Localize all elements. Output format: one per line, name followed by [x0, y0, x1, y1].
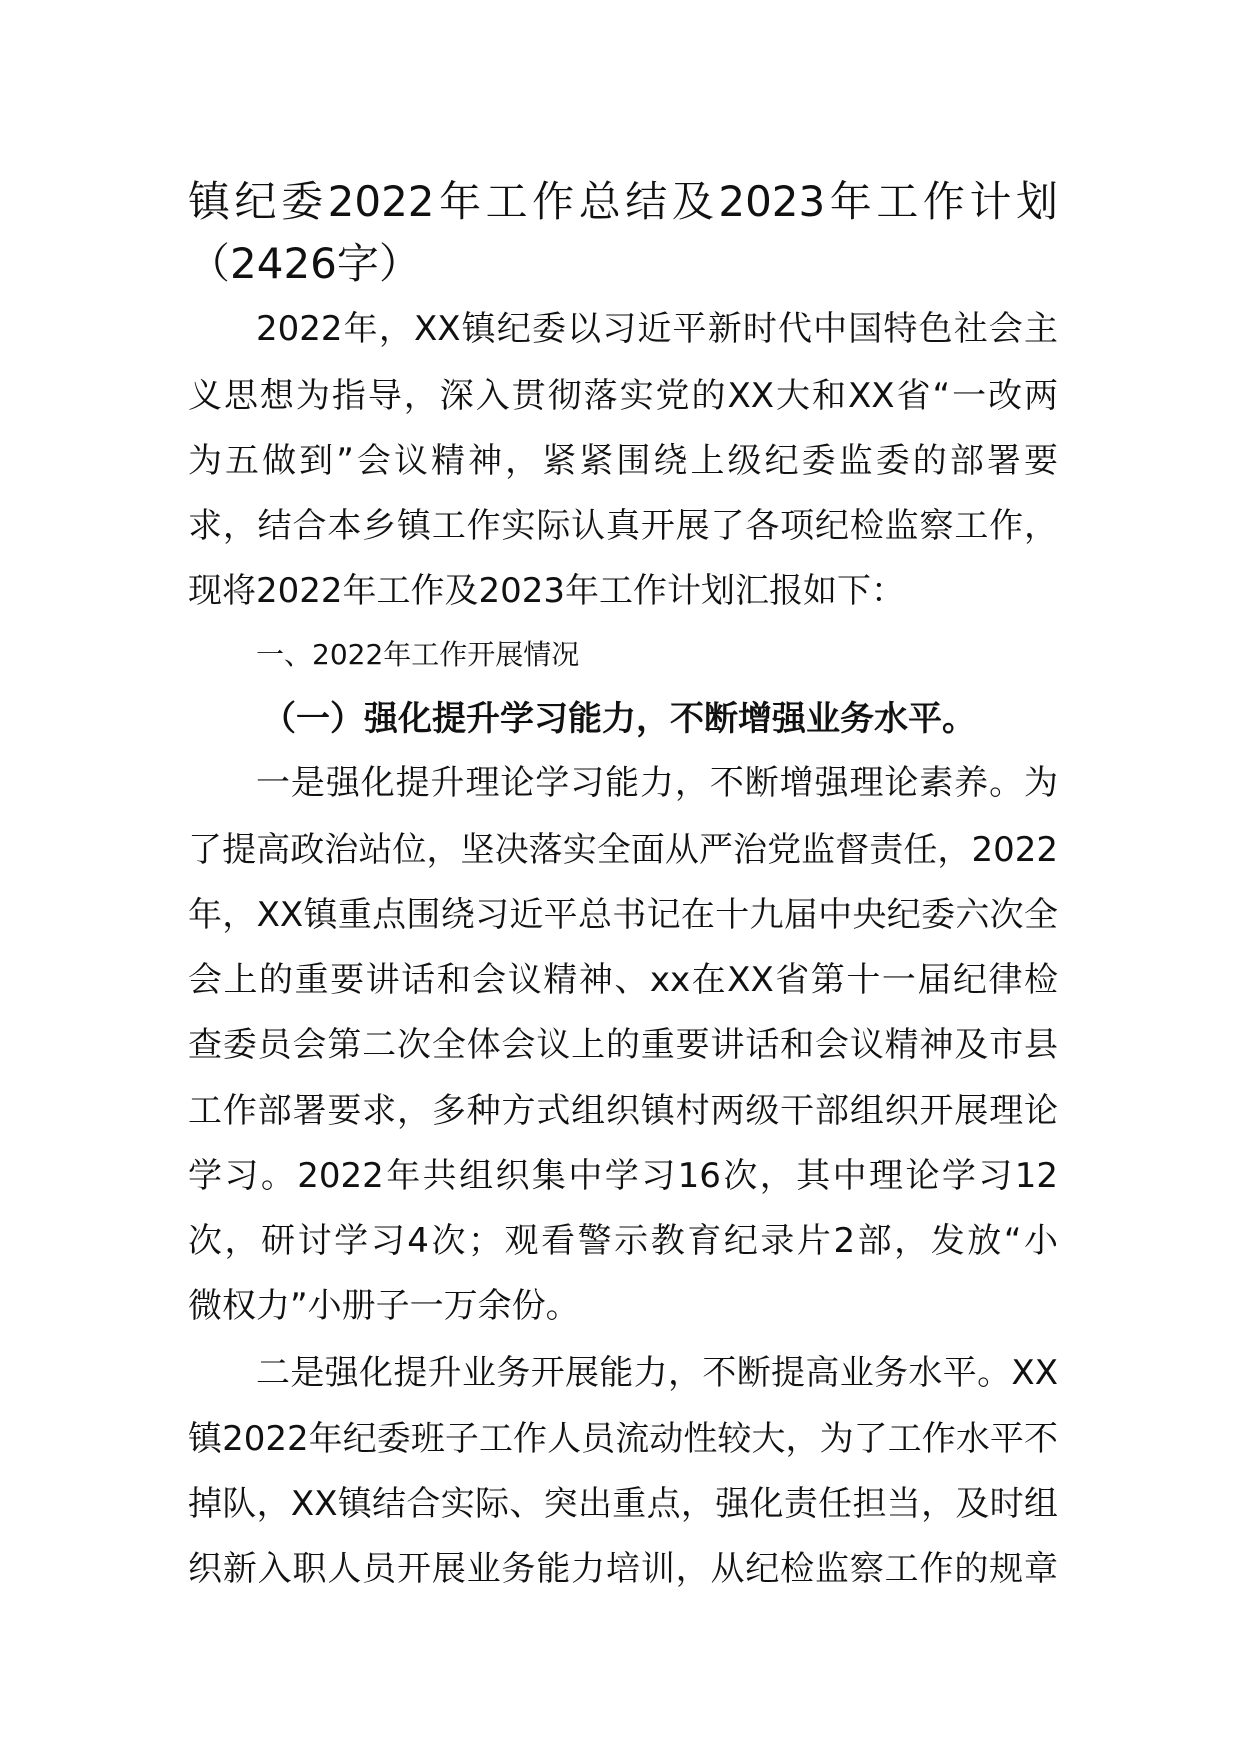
intro-line: 现将2022年工作及2023年工作计划汇报如下： — [188, 571, 906, 611]
paragraph-line: 次，研讨学习4次；观看警示教育纪录片2部，发放“小 — [188, 1221, 1058, 1261]
paragraph-line: 织新入职人员开展业务能力培训，从纪检监察工作的规章 — [188, 1549, 1058, 1589]
paragraph-line: 了提高政治站位，坚决落实全面从严治党监督责任，2022 — [188, 830, 1058, 870]
intro-line: 义思想为指导，深入贯彻落实党的XX大和XX省“一改两 — [188, 376, 1058, 416]
intro-line: 求，结合本乡镇工作实际认真开展了各项纪检监察工作， — [188, 506, 1058, 546]
paragraph-line: 一是强化提升理论学习能力，不断增强理论素养。为 — [256, 763, 1058, 803]
paragraph-line: 学习。2022年共组织集中学习16次，其中理论学习12 — [188, 1156, 1058, 1196]
paragraph-line: 镇2022年纪委班子工作人员流动性较大，为了工作水平不 — [188, 1419, 1058, 1459]
paragraph-line: 掉队，XX镇结合实际、突出重点，强化责任担当，及时组 — [188, 1484, 1058, 1524]
document-title-line-2: （2426字） — [188, 239, 421, 288]
paragraph-line: 工作部署要求，多种方式组织镇村两级干部组织开展理论 — [188, 1091, 1058, 1131]
paragraph-line: 查委员会第二次全体会议上的重要讲话和会议精神及市县 — [188, 1025, 1058, 1065]
paragraph-line: 年，XX镇重点围绕习近平总书记在十九届中央纪委六次全 — [188, 895, 1058, 935]
subsection-heading: （一）强化提升学习能力，不断增强业务水平。 — [262, 699, 976, 739]
paragraph-line: 会上的重要讲话和会议精神、xx在XX省第十一届纪律检 — [188, 960, 1058, 1000]
section-heading: 一、2022年工作开展情况 — [256, 638, 580, 671]
intro-line: 2022年，XX镇纪委以习近平新时代中国特色社会主 — [256, 309, 1058, 349]
paragraph-line: 二是强化提升业务开展能力，不断提高业务水平。XX — [256, 1353, 1058, 1393]
paragraph-line: 微权力”小册子一万余份。 — [188, 1286, 580, 1326]
document-title-line-1: 镇纪委2022年工作总结及2023年工作计划 — [188, 177, 1058, 226]
intro-line: 为五做到”会议精神，紧紧围绕上级纪委监委的部署要 — [188, 441, 1058, 481]
